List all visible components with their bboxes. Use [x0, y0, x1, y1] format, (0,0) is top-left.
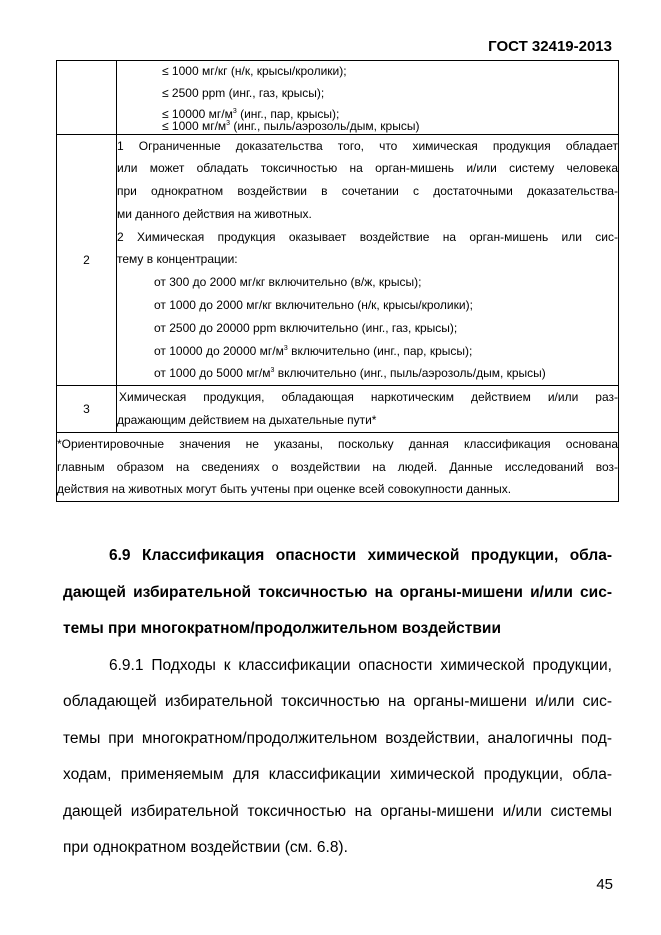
criteria-line: ≤ 2500 ppm (инг., газ, крысы); [162, 85, 325, 100]
footnote-line: действия на животных могут быть учтены при оценке всей совокупности данных. [57, 482, 512, 497]
criteria-item: от 10000 до 20000 $мг/м^3$ включительно (инг., пар, крысы); [154, 343, 473, 358]
criteria-item: от 300 до 2000 мг/кг включительно (в/ж, крысы); [154, 275, 422, 290]
paragraph-line: ходам, применяемым для классификации химической продукции, обла- [63, 766, 612, 783]
criteria-cell [117, 134, 619, 386]
section-heading-line: 6.9 Классификация опасности химической продукции, обла- [109, 547, 612, 564]
table-row [57, 134, 619, 386]
criteria-line: ми данного действия на животных. [117, 206, 312, 221]
footnote-line: главным образом на сведениях о воздействии на людей. Данные исследований воз- [57, 459, 618, 474]
criteria-line: при однократном воздействии в сочетании с достаточными доказательства- [117, 184, 618, 199]
paragraph-line: при однократном воздействии (см. 6.8). [63, 839, 348, 856]
criteria-item: от 1000 до 2000 мг/кг включительно (н/к, крысы/кролики); [154, 298, 473, 313]
category-number-cell: 3 [57, 386, 117, 433]
criteria-cell [117, 386, 619, 433]
criteria-line: ≤ 10000 $мг/м^3$ (инг., пар, крысы); [162, 107, 340, 121]
criteria-line: дражающим действием на дыхательные пути* [117, 413, 377, 428]
criteria-item: от 2500 до 20000 ppm включительно (инг., газ, крысы); [154, 320, 458, 335]
section-heading-line: темы при многократном/продолжительном воздействии [63, 620, 501, 637]
category-number-cell: 2 [57, 134, 117, 386]
paragraph-line: обладающей избирательной токсичностью на органы-мишени и/или сис- [63, 693, 612, 710]
page-number: 45 [596, 876, 613, 893]
paragraph-line: дающей избирательной токсичностью на органы-мишени и/или системы [63, 802, 612, 820]
table-row [57, 432, 619, 501]
classification-table [56, 60, 619, 502]
table-row [57, 61, 619, 135]
paragraph-line: темы при многократном/продолжительном воздействии, аналогичны под- [63, 729, 612, 747]
criteria-line: ≤ 1000 мг/кг (н/к, крысы/кролики); [162, 64, 347, 78]
criteria-line: или может обладать токсичностью на орган-мишень и/или систему человека [117, 161, 618, 176]
criteria-line: 1 Ограниченные доказательства того, что химическая продукция обладает [117, 138, 618, 153]
criteria-line: Химическая продукция, обладающая наркотическим действием и/или раз- [119, 390, 618, 405]
criteria-line: ≤ 1000 $мг/м^3$ (инг., пыль/аэрозоль/дым, крысы) [162, 118, 420, 133]
criteria-cell [117, 61, 619, 135]
category-number-cell [57, 61, 117, 135]
table-row [57, 386, 619, 433]
criteria-line: 2 Химическая продукция оказывает воздействие на орган-мишень или сис- [117, 229, 618, 244]
paragraph-line: 6.9.1 Подходы к классификации опасности химической продукции, [109, 656, 612, 674]
section-6-9 [63, 538, 612, 867]
criteria-line: тему в концентрации: [117, 252, 238, 267]
section-heading-line: дающей избирательной токсичностью на органы-мишени и/или сис- [63, 583, 612, 601]
footnote-line: *Ориентировочные значения не указаны, поскольку данная классификация основана [57, 436, 618, 451]
document-code-header: ГОСТ 32419-2013 [488, 38, 612, 55]
criteria-item: от 1000 до 5000 $мг/м^3$ включительно (инг., пыль/аэрозоль/дым, крысы) [154, 366, 546, 381]
table-footnote-cell [57, 432, 619, 501]
